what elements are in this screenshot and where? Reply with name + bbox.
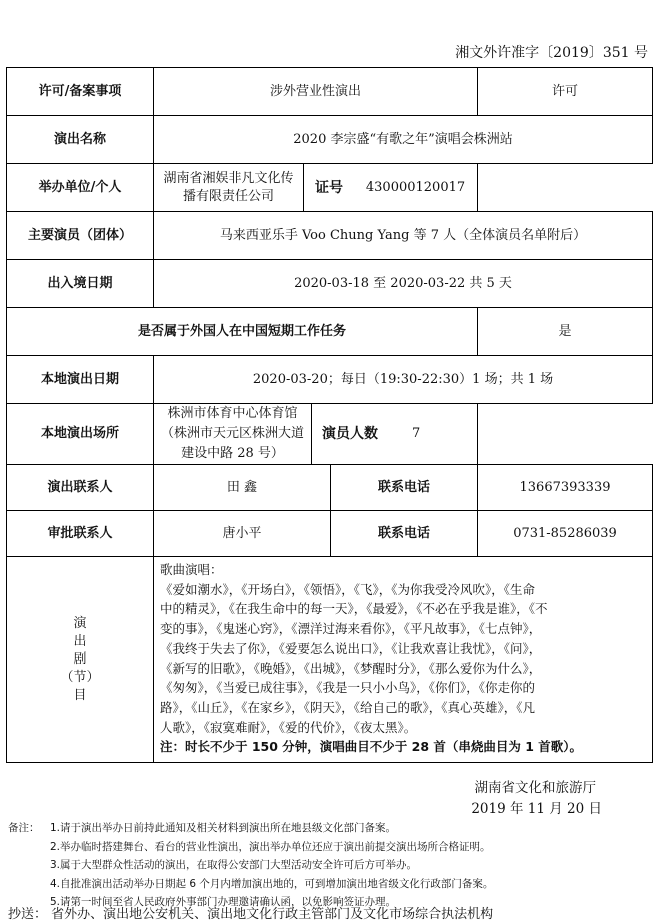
contact-value: 田 鑫 xyxy=(154,465,331,511)
row-permit-item xyxy=(7,68,653,116)
permit-result: 许可 xyxy=(478,68,653,116)
venue-line2: （株洲市天元区株洲大道建设中路 28 号） xyxy=(161,426,305,461)
local-dates-label: 本地演出日期 xyxy=(7,356,154,404)
row-program xyxy=(7,557,653,763)
approver-value: 唐小平 xyxy=(154,511,331,557)
organizer-cell xyxy=(154,164,478,212)
permit-item-label: 许可/备案事项 xyxy=(7,68,154,116)
row-venue xyxy=(7,404,653,465)
document-number: 湘文外许准字〔2019〕351 号 xyxy=(455,45,648,61)
program-line: 《新写的旧歌》，《晚婚》，《出城》，《梦醒时分》，《那么爱你为什么》， xyxy=(160,660,542,676)
remarks-title: 备注： xyxy=(8,822,40,834)
short-term-value: 是 xyxy=(478,308,653,356)
program-heading: 歌曲演唱： xyxy=(160,562,223,577)
program-note: 注：时长不少于 150 分钟，演唱曲目不少于 28 首（串烧曲目为 1 首歌）。 xyxy=(160,739,583,755)
venue-label: 本地演出场所 xyxy=(7,404,154,465)
cc-line: 抄送： 省外办、演出地公安机关、演出地文化行政主管部门及文化市场综合执法机构 xyxy=(8,907,494,922)
approver-label: 审批联系人 xyxy=(7,511,154,557)
cert-value: 430000120017 xyxy=(365,179,466,195)
short-term-label: 是否属于外国人在中国短期工作任务 xyxy=(7,308,478,356)
remarks xyxy=(8,819,648,912)
permit-item-value: 涉外营业性演出 xyxy=(154,68,478,116)
organizer-value: 湖南省湘娱非凡文化传播有限责任公司 xyxy=(163,170,294,204)
approver-phone-value: 0731-85286039 xyxy=(478,511,653,557)
row-entry-exit xyxy=(7,260,653,308)
venue-cell xyxy=(154,404,478,465)
program-label-char: 演 xyxy=(73,615,87,631)
row-short-term xyxy=(7,308,653,356)
performer-count-value: 7 xyxy=(412,426,421,441)
program-line: 《我终于失去了你》，《爱要怎么说出口》，《让我欢喜让我忧》，《问》， xyxy=(160,640,542,656)
program-line: 人歌》，《寂寞难耐》，《爱的代价》，《夜太黑》。 xyxy=(160,719,417,735)
entry-exit-value: 2020-03-18 至 2020-03-22 共 5 天 xyxy=(154,260,653,308)
row-contact xyxy=(7,465,653,511)
program-label-char: 出 xyxy=(73,633,87,649)
row-local-dates xyxy=(7,356,653,404)
program-line: 路》，《山丘》，《在家乡》，《阴天》，《给自己的歌》，《真心英雄》，《凡 xyxy=(160,699,536,715)
issuer-name: 湖南省文化和旅游厅 xyxy=(474,780,596,796)
remark-item: 1.请于演出举办日前持此通知及相关材料到演出所在地县级文化部门备案。 xyxy=(50,822,397,834)
row-performers xyxy=(7,212,653,260)
performers-label: 主要演员（团体） xyxy=(7,212,154,260)
program-line: 《爱如潮水》，《开场白》，《领悟》，《飞》，《为你我受冷风吹》，《生命 xyxy=(160,581,536,597)
venue-line1: 株洲市体育中心体育馆 xyxy=(167,406,298,421)
remark-item: 5.请第一时间至省人民政府外事部门办理邀请确认函，以免影响签证办理。 xyxy=(50,896,397,908)
count-group xyxy=(311,404,477,464)
program-label xyxy=(7,557,154,763)
cert-label: 证号 xyxy=(303,164,354,211)
remark-item: 3.属于大型群众性活动的演出，在取得公安部门大型活动安全许可后方可举办。 xyxy=(50,859,418,871)
program-line: 中的精灵》，《在我生命中的每一天》，《最爱》，《不必在乎我是谁》，《不 xyxy=(160,601,548,617)
program-label-char: 目 xyxy=(73,687,87,703)
organizer-label: 举办单位/个人 xyxy=(7,164,154,212)
remark-item: 2.举办临时搭建舞台、看台的营业性演出，演出举办单位还应于演出前提交演出场所合格证明。 xyxy=(50,840,491,853)
program-line: 《匆匆》，《当爱已成往事》，《我是一只小小鸟》，《你们》，《你走你的 xyxy=(160,680,536,696)
contact-phone-label: 联系电话 xyxy=(331,465,478,511)
row-approver xyxy=(7,511,653,557)
program-label-char: （节） xyxy=(60,669,100,685)
contact-phone-value: 13667393339 xyxy=(478,465,653,511)
performers-value: 马来西亚乐手 Voo Chung Yang 等 7 人（全体演员名单附后） xyxy=(154,212,653,260)
issue-date: 2019 年 11 月 20 日 xyxy=(471,801,602,817)
permit-table xyxy=(6,67,653,763)
contact-label: 演出联系人 xyxy=(7,465,154,511)
entry-exit-label: 出入境日期 xyxy=(7,260,154,308)
remark-item: 4.自批准演出活动举办日期起 6 个月内增加演出地的，可到增加演出地省级文化行政部门备案。 xyxy=(50,877,494,890)
show-name-label: 演出名称 xyxy=(7,116,154,164)
row-show-name xyxy=(7,116,653,164)
show-name-value: 2020 李宗盛“有歌之年”演唱会株洲站 xyxy=(154,116,653,164)
approver-phone-label: 联系电话 xyxy=(331,511,478,557)
program-line: 变的事》，《鬼迷心窍》，《漂洋过海来看你》，《平凡故事》，《七点钟》， xyxy=(160,621,542,637)
program-content xyxy=(154,557,653,763)
performer-count-label: 演员人数 xyxy=(322,426,379,442)
local-dates-value: 2020-03-20；每日（19:30-22:30）1 场；共 1 场 xyxy=(154,356,653,404)
cert-group xyxy=(303,164,477,211)
program-label-char: 剧 xyxy=(73,651,87,667)
row-organizer xyxy=(7,164,653,212)
remarks-list xyxy=(50,819,648,912)
